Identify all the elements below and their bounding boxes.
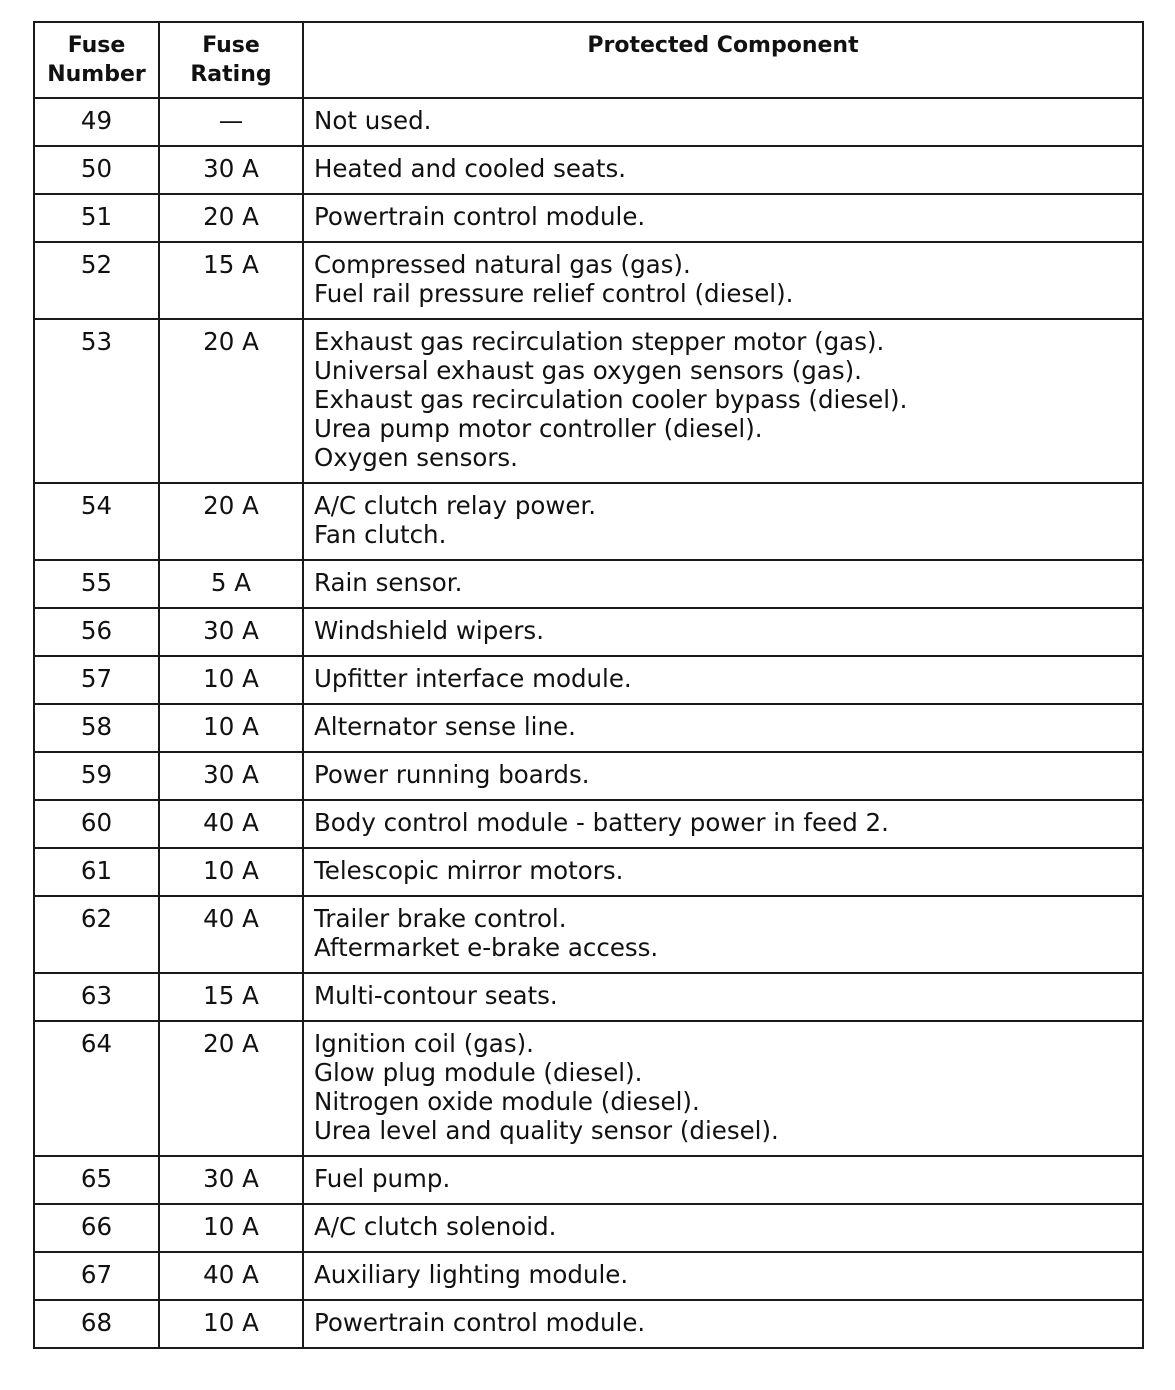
- fuse-number-cell: 67: [34, 1252, 159, 1300]
- fuse-rating-cell: 30 A: [159, 146, 303, 194]
- component-line: Alternator sense line.: [314, 712, 576, 741]
- fuse-number-cell: 49: [34, 98, 159, 146]
- table-row: [34, 848, 1143, 896]
- component-line: Upfitter interface module.: [314, 664, 632, 693]
- protected-component-cell: [303, 896, 1143, 973]
- protected-component-cell: [303, 483, 1143, 560]
- table-row: [34, 896, 1143, 973]
- fuse-number-cell: 60: [34, 800, 159, 848]
- component-line: Fan clutch.: [314, 520, 447, 549]
- protected-component-cell: [303, 242, 1143, 319]
- protected-component-cell: [303, 1300, 1143, 1348]
- protected-component-cell: [303, 656, 1143, 704]
- fuse-number-cell: 65: [34, 1156, 159, 1204]
- table-row: [34, 319, 1143, 483]
- protected-component-cell: [303, 800, 1143, 848]
- component-line: Fuel rail pressure relief control (diesel).: [314, 279, 794, 308]
- table-row: [34, 1252, 1143, 1300]
- component-line: Compressed natural gas (gas).: [314, 250, 691, 279]
- table-row: [34, 656, 1143, 704]
- protected-component-cell: [303, 98, 1143, 146]
- fuse-rating-header-line: Rating: [190, 62, 272, 87]
- protected-component-cell: [303, 1252, 1143, 1300]
- fuse-rating-cell: 20 A: [159, 483, 303, 560]
- fuse-rating-cell: 15 A: [159, 973, 303, 1021]
- table-row: [34, 1204, 1143, 1252]
- protected-component-cell: [303, 704, 1143, 752]
- protected-component-cell: [303, 319, 1143, 483]
- fuse-number-cell: 51: [34, 194, 159, 242]
- table-row: [34, 146, 1143, 194]
- table-row: [34, 973, 1143, 1021]
- fuse-rating-cell: 10 A: [159, 1204, 303, 1252]
- fuse-rating-cell: 40 A: [159, 896, 303, 973]
- fuse-rating-cell: 20 A: [159, 319, 303, 483]
- protected-component-cell: [303, 146, 1143, 194]
- fuse-rating-cell: —: [159, 98, 303, 146]
- protected-component-cell: [303, 194, 1143, 242]
- fuse-number-cell: 57: [34, 656, 159, 704]
- fuse-rating-cell: 30 A: [159, 1156, 303, 1204]
- fuse-rating-cell: 5 A: [159, 560, 303, 608]
- component-line: A/C clutch solenoid.: [314, 1212, 557, 1241]
- component-line: Urea level and quality sensor (diesel).: [314, 1116, 779, 1145]
- table-row: [34, 1156, 1143, 1204]
- table-row: [34, 1021, 1143, 1156]
- component-line: Power running boards.: [314, 760, 590, 789]
- fuse-rating-cell: 30 A: [159, 752, 303, 800]
- component-line: Heated and cooled seats.: [314, 154, 627, 183]
- component-line: Ignition coil (gas).: [314, 1029, 534, 1058]
- fuse-number-header: [34, 22, 159, 98]
- fuse-number-cell: 56: [34, 608, 159, 656]
- fuse-rating-cell: 10 A: [159, 704, 303, 752]
- fuse-rating-cell: 15 A: [159, 242, 303, 319]
- component-line: Oxygen sensors.: [314, 443, 518, 472]
- component-line: Universal exhaust gas oxygen sensors (gas).: [314, 356, 862, 385]
- table-body: [34, 98, 1143, 1348]
- header-row: [34, 22, 1143, 98]
- fuse-number-cell: 54: [34, 483, 159, 560]
- fuse-number-cell: 64: [34, 1021, 159, 1156]
- component-line: Powertrain control module.: [314, 202, 646, 231]
- fuse-rating-cell: 10 A: [159, 848, 303, 896]
- protected-component-cell: [303, 560, 1143, 608]
- table-row: [34, 608, 1143, 656]
- component-line: Telescopic mirror motors.: [314, 856, 624, 885]
- fuse-rating-cell: 10 A: [159, 656, 303, 704]
- table-row: [34, 752, 1143, 800]
- fuse-number-cell: 53: [34, 319, 159, 483]
- fuse-rating-cell: 10 A: [159, 1300, 303, 1348]
- fuse-rating-cell: 20 A: [159, 194, 303, 242]
- component-line: Nitrogen oxide module (diesel).: [314, 1087, 700, 1116]
- table-row: [34, 800, 1143, 848]
- protected-component-cell: [303, 1204, 1143, 1252]
- table-row: [34, 242, 1143, 319]
- fuse-number-cell: 61: [34, 848, 159, 896]
- component-line: Trailer brake control.: [314, 904, 567, 933]
- fuse-number-cell: 62: [34, 896, 159, 973]
- component-line: Aftermarket e-brake access.: [314, 933, 659, 962]
- component-line: Powertrain control module.: [314, 1308, 646, 1337]
- fuse-rating-cell: 40 A: [159, 1252, 303, 1300]
- component-line: A/C clutch relay power.: [314, 491, 597, 520]
- fuse-number-cell: 50: [34, 146, 159, 194]
- protected-component-cell: [303, 973, 1143, 1021]
- fuse-number-header-line: Number: [47, 62, 146, 87]
- fuse-number-cell: 55: [34, 560, 159, 608]
- protected-component-cell: [303, 752, 1143, 800]
- table-header: [34, 22, 1143, 98]
- component-line: Windshield wipers.: [314, 616, 544, 645]
- component-header: Protected Component: [303, 22, 1143, 98]
- fuse-number-cell: 66: [34, 1204, 159, 1252]
- fuse-table: [33, 21, 1144, 1349]
- component-line: Exhaust gas recirculation stepper motor (gas).: [314, 327, 885, 356]
- component-line: Glow plug module (diesel).: [314, 1058, 643, 1087]
- protected-component-cell: [303, 1021, 1143, 1156]
- table-row: [34, 98, 1143, 146]
- component-line: Exhaust gas recirculation cooler bypass (diesel).: [314, 385, 908, 414]
- table-row: [34, 194, 1143, 242]
- fuse-number-header-line: Fuse: [67, 33, 126, 58]
- protected-component-cell: [303, 1156, 1143, 1204]
- fuse-number-cell: 58: [34, 704, 159, 752]
- fuse-number-cell: 52: [34, 242, 159, 319]
- fuse-number-cell: 63: [34, 973, 159, 1021]
- table-row: [34, 560, 1143, 608]
- protected-component-cell: [303, 848, 1143, 896]
- component-line: Fuel pump.: [314, 1164, 451, 1193]
- table-row: [34, 704, 1143, 752]
- fuse-rating-header: [159, 22, 303, 98]
- component-line: Urea pump motor controller (diesel).: [314, 414, 763, 443]
- component-line: Rain sensor.: [314, 568, 463, 597]
- fuse-rating-cell: 30 A: [159, 608, 303, 656]
- fuse-number-cell: 59: [34, 752, 159, 800]
- component-line: Body control module - battery power in feed 2.: [314, 808, 889, 837]
- fuse-number-cell: 68: [34, 1300, 159, 1348]
- component-line: Not used.: [314, 106, 432, 135]
- table-row: [34, 1300, 1143, 1348]
- fuse-rating-header-line: Fuse: [202, 33, 260, 58]
- component-line: Auxiliary lighting module.: [314, 1260, 629, 1289]
- protected-component-cell: [303, 608, 1143, 656]
- fuse-rating-cell: 20 A: [159, 1021, 303, 1156]
- component-line: Multi-contour seats.: [314, 981, 558, 1010]
- fuse-rating-cell: 40 A: [159, 800, 303, 848]
- table-row: [34, 483, 1143, 560]
